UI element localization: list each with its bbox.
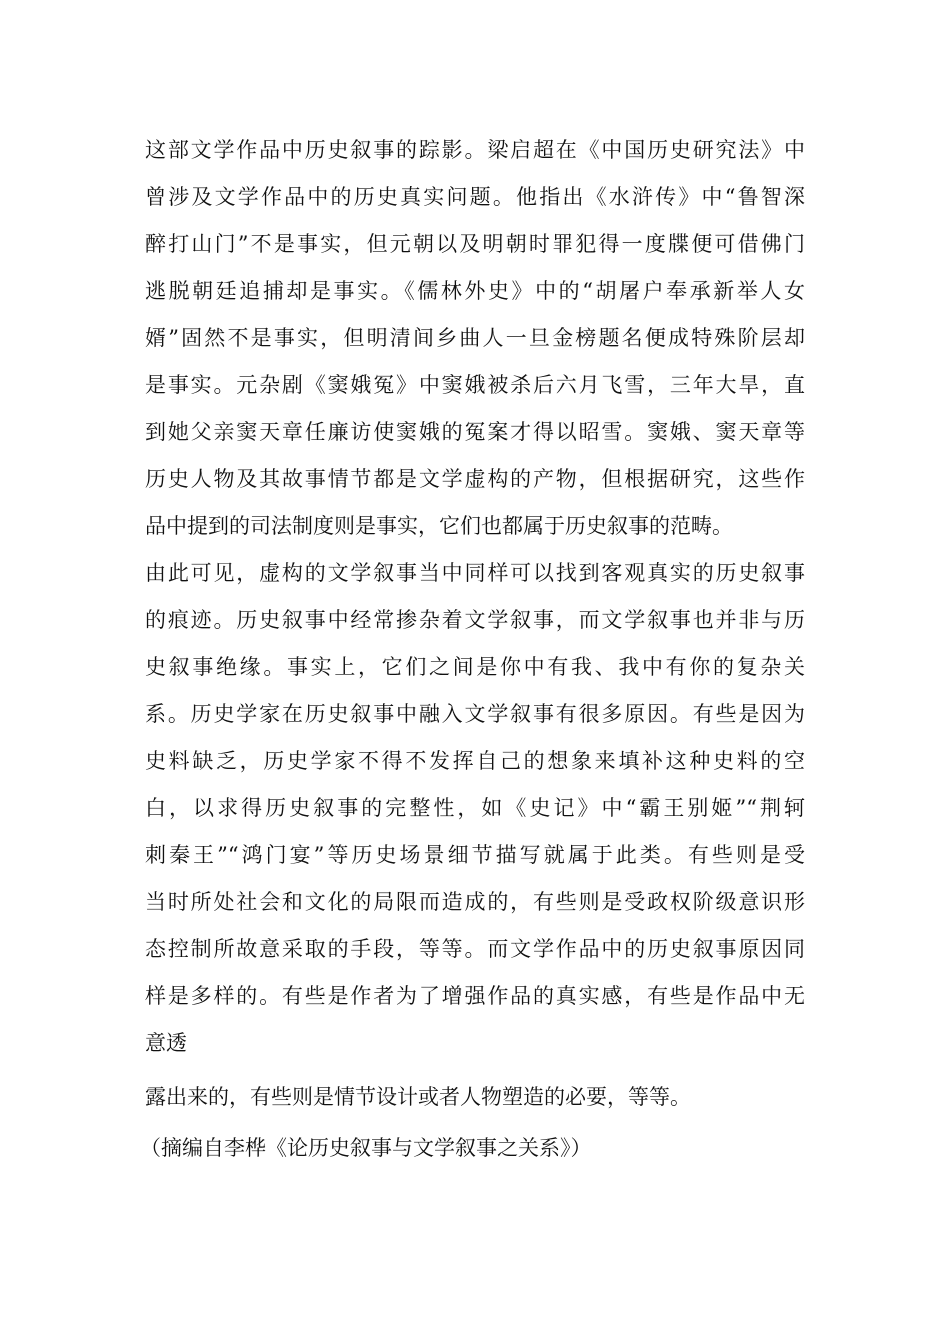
paragraph1-line-7: 到她父亲窦天章任廉访使窦娥的冤案才得以昭雪。窦娥、窦天章等 — [145, 420, 805, 444]
paragraph1-line-5: 婿”固然不是事实，但明清间乡曲人一旦金榜题名便成特殊阶层却 — [145, 326, 805, 350]
source-citation: （摘编自李桦《论历史叙事与文学叙事之关系》） — [140, 1136, 592, 1160]
paragraph2-line-7: 刺秦王”“鸿门宴”等历史场景细节描写就属于此类。有些则是受 — [145, 843, 805, 867]
paragraph1-line-4: 逃脱朝廷追捕却是事实。《儒林外史》中的“胡屠户奉承新举人女 — [145, 279, 805, 303]
paragraph2-line-8: 当时所处社会和文化的局限而造成的，有些则是受政权阶级意识形 — [145, 890, 805, 914]
paragraph3-line-1: 露出来的，有些则是情节设计或者人物塑造的必要，等等。 — [145, 1085, 691, 1109]
paragraph2-line-5: 史料缺乏，历史学家不得不发挥自己的想象来填补这种史料的空 — [145, 749, 805, 773]
paragraph2-line-10: 样是多样的。有些是作者为了增强作品的真实感，有些是作品中无 — [145, 984, 805, 1008]
paragraph2-line-1: 由此可见，虚构的文学叙事当中同样可以找到客观真实的历史叙事 — [145, 561, 805, 585]
paragraph2-line-2: 的痕迹。历史叙事中经常掺杂着文学叙事，而文学叙事也并非与历 — [145, 608, 805, 632]
paragraph2-line-3: 史叙事绝缘。事实上，它们之间是你中有我、我中有你的复杂关 — [145, 655, 805, 679]
paragraph1-line-6: 是事实。元杂剧《窦娥冤》中窦娥被杀后六月飞雪，三年大旱，直 — [145, 373, 805, 397]
paragraph1-line-2: 曾涉及文学作品中的历史真实问题。他指出《水浒传》中“鲁智深 — [145, 185, 805, 209]
paragraph1-line-3: 醉打山门”不是事实，但元朝以及明朝时罪犯得一度牒便可借佛门 — [145, 232, 805, 256]
paragraph2-line-4: 系。历史学家在历史叙事中融入文学叙事有很多原因。有些是因为 — [145, 702, 805, 726]
paragraph1-line-8: 历史人物及其故事情节都是文学虚构的产物，但根据研究，这些作 — [145, 467, 805, 491]
paragraph2-line-6: 白，以求得历史叙事的完整性，如《史记》中“霸王别姬”“荆轲 — [145, 796, 805, 820]
paragraph2-line-9: 态控制所故意采取的手段，等等。而文学作品中的历史叙事原因同 — [145, 937, 805, 961]
paragraph1-line-1: 这部文学作品中历史叙事的踪影。梁启超在《中国历史研究法》中 — [145, 138, 805, 162]
paragraph1-line-9: 品中提到的司法制度则是事实，它们也都属于历史叙事的范畴。 — [145, 514, 733, 538]
paragraph2-line-11: 意透 — [145, 1031, 187, 1055]
